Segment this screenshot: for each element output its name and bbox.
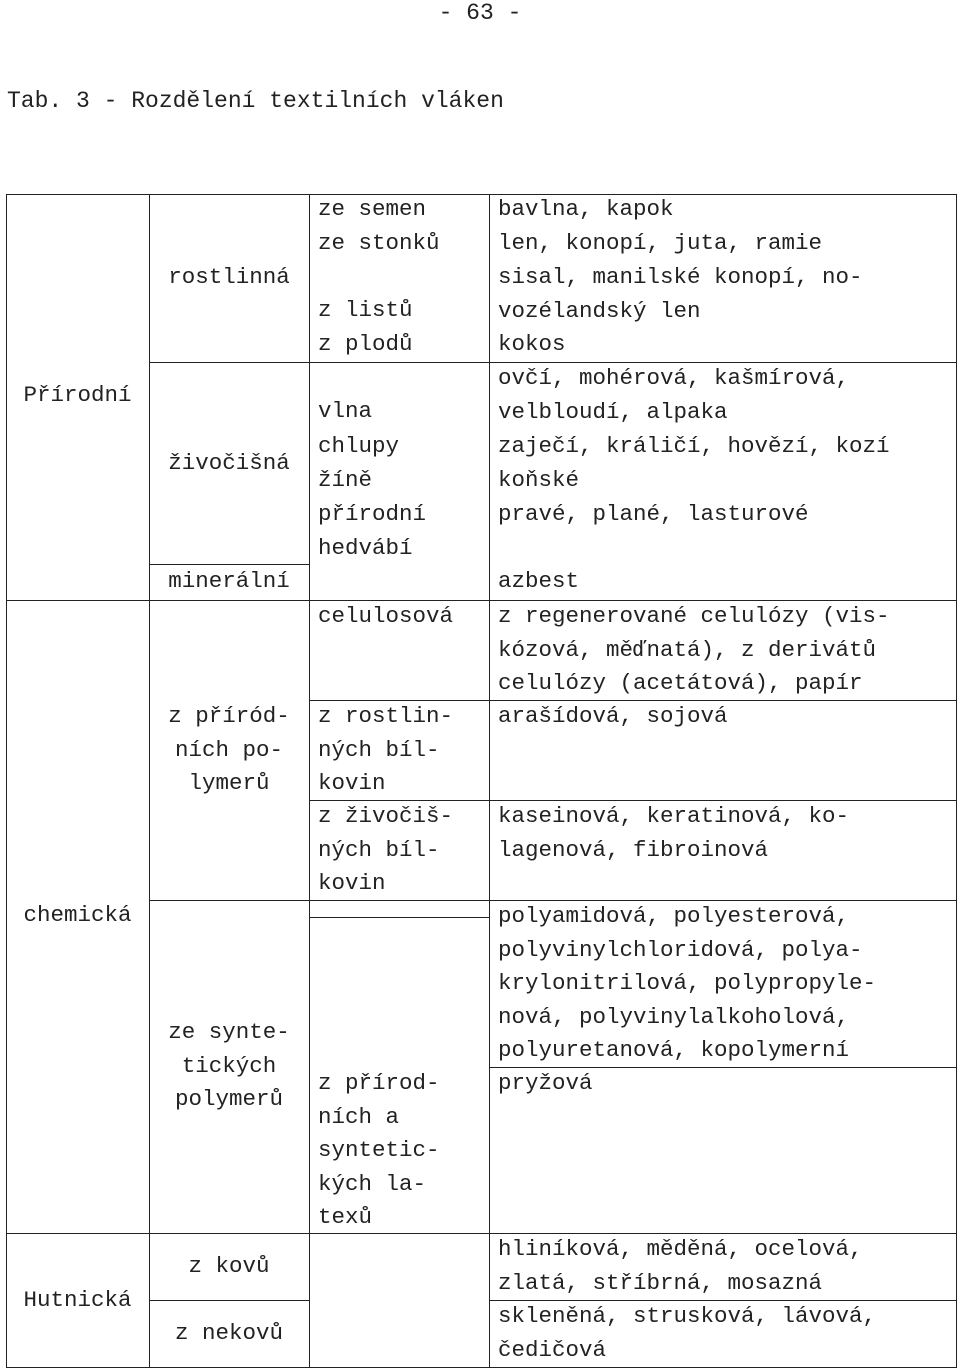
source-z-plodu: z plodů (318, 331, 413, 357)
fiber-sisal: sisal, manilské konopí, no- vozélandský len (498, 264, 863, 324)
row-line-prirodni-chemicka (6, 600, 149, 601)
group-ze-syntetickych-polymeru: ze synte- tických polymerů (168, 1019, 290, 1112)
col-divider-2 (309, 194, 310, 1368)
fiber-zajeci: zaječí, králičí, hovězí, kozí (498, 433, 890, 459)
source-ze-stonku: ze stonků (318, 230, 440, 256)
fiber-ovci: ovčí, mohérová, kašmírová, velbloudí, alpaka (498, 365, 850, 425)
fiber-konske: koňské (498, 467, 580, 493)
table-title: Tab. 3 - Rozdělení textilních vláken (7, 88, 504, 114)
fiber-hlinikova: hliníková, měděná, ocelová, zlatá, stříbrná, mosazná (498, 1236, 863, 1296)
fiber-bavlna: bavlna, kapok (498, 196, 674, 222)
fiber-kaseinova: kaseinová, keratinová, ko- lagenová, fibroinová (498, 803, 850, 863)
source-z-rostlinnych-bilkovin: z rostlin- ných bíl- kovin (318, 703, 454, 796)
group-z-prirodnich-polymeru: z příród- ních po- lymerů (168, 703, 290, 796)
group-zivocisna: živočišná (168, 450, 290, 476)
table-border-left (6, 194, 7, 1368)
row-line-latex-top (309, 917, 489, 918)
fiber-kokos: kokos (498, 331, 566, 357)
table-border-right (956, 194, 957, 1368)
category-hutnicka: Hutnická (23, 1287, 132, 1313)
category-chemicka: chemická (23, 902, 132, 928)
source-z-zivocisnych-bilkovin: z živočiš- ných bíl- kovin (318, 803, 454, 896)
row-line-chemicka-hutnicka (6, 1233, 149, 1234)
fiber-pryzova: pryžová (498, 1070, 593, 1096)
source-z-prirodnich-latexu: z přírod- ních a syntetic- kých la- texů (318, 1070, 440, 1230)
fiber-prave: pravé, plané, lasturové (498, 501, 809, 527)
group-z-nekovu: z nekovů (174, 1320, 284, 1346)
fiber-len: len, konopí, juta, ramie (498, 230, 823, 256)
source-z-listu: z listů (318, 297, 413, 323)
col-divider-3 (489, 194, 490, 1368)
source-celulosova: celulosová (318, 603, 454, 629)
source-prirodni-hedvabi: přírodní hedvábí (318, 501, 427, 561)
fiber-arasidova: arašídová, sojová (498, 703, 728, 729)
source-ze-semen: ze semen (318, 196, 427, 222)
category-prirodni: Přírodní (23, 382, 132, 408)
group-rostlinna: rostlinná (168, 264, 290, 290)
source-chlupy: chlupy (318, 433, 400, 459)
source-vlna: vlna (318, 398, 373, 424)
row-line-kovy (149, 1300, 309, 1301)
page-number: - 63 - (438, 0, 522, 26)
group-mineralni: minerální (168, 568, 290, 594)
fiber-azbest: azbest (498, 568, 580, 594)
fiber-sklenena: skleněná, strusková, lávová, čedičová (498, 1303, 877, 1363)
fiber-polyamidova: polyamidová, polyesterová, polyvinylchloridová, polya- krylonitrilová, polypropyle- nová, polyvinylalkoholová, polyuretanová, kopolymerní (498, 903, 877, 1063)
group-z-kovu: z kovů (188, 1253, 270, 1279)
fiber-regenerovane: z regenerované celulózy (vis- kózová, měďnatá), z derivátů celulózy (acetátová), papír (498, 603, 890, 696)
source-zine: žíně (318, 467, 373, 493)
